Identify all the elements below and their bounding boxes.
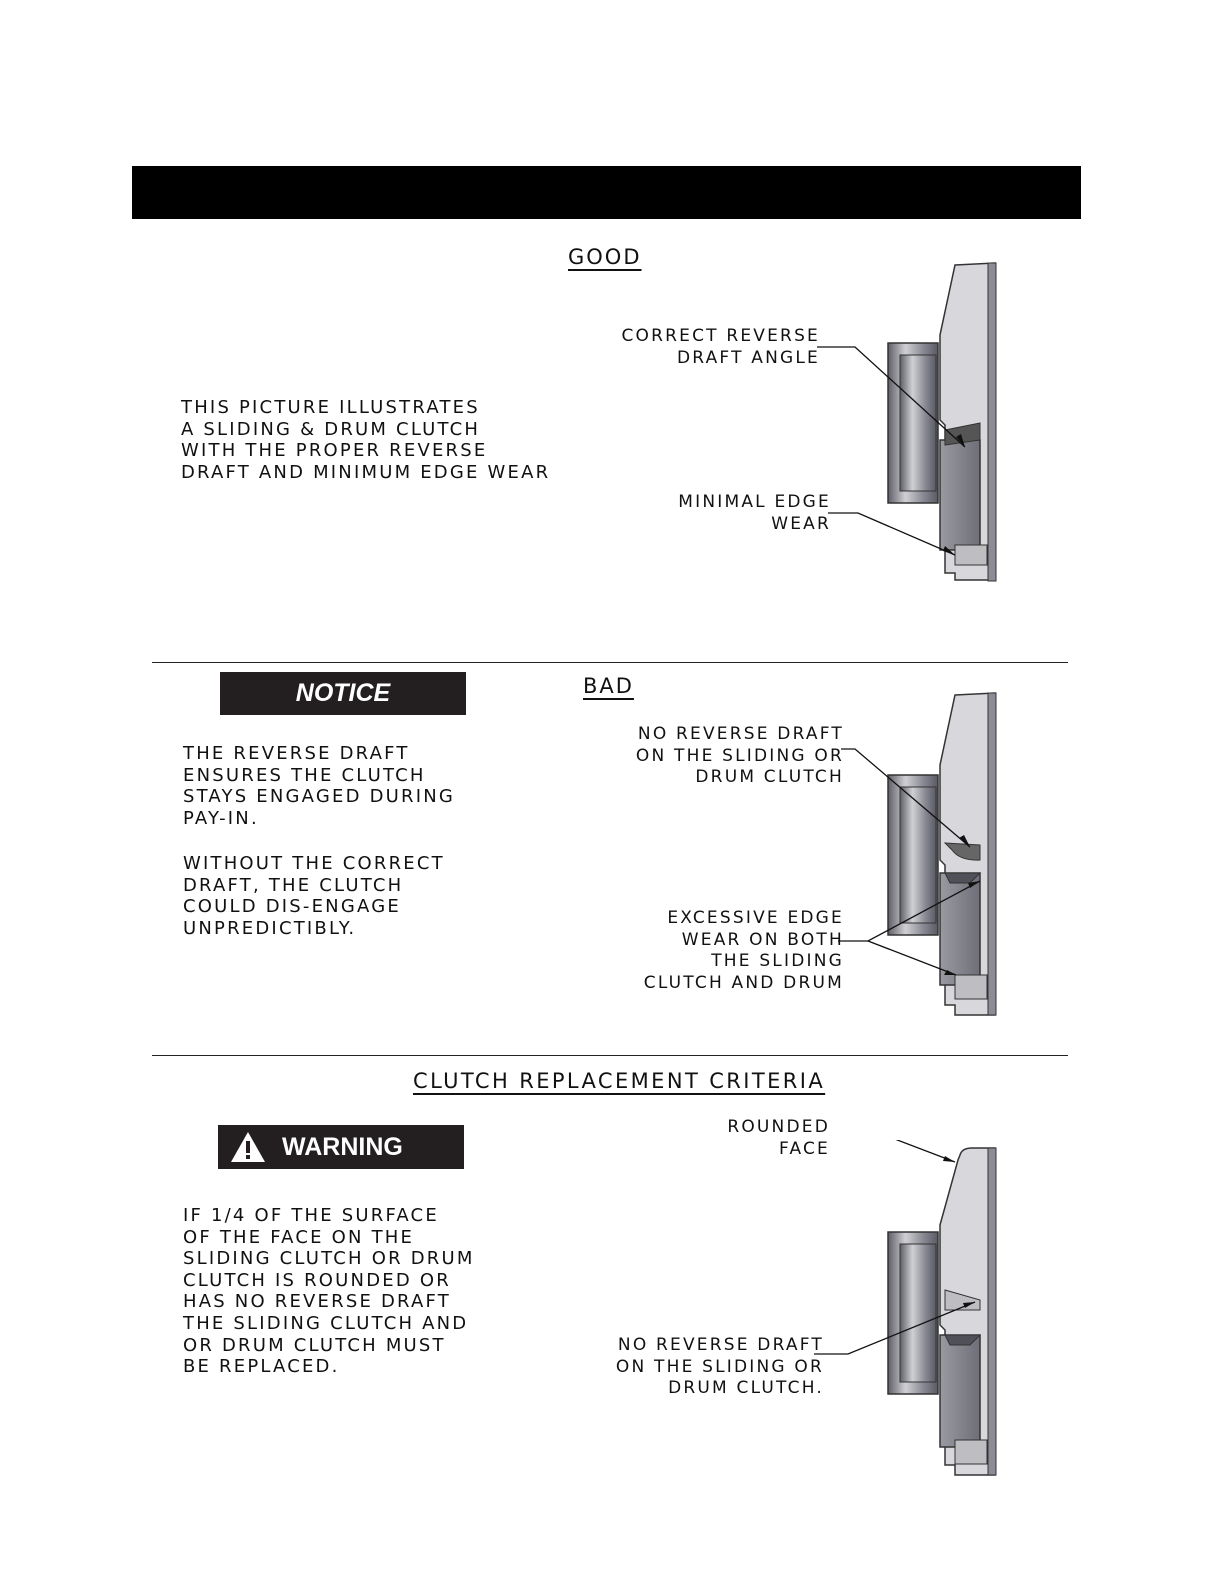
callout-correct-reverse-draft: CORRECT REVERSE DRAFT ANGLE — [621, 326, 820, 368]
warning-label — [218, 1125, 464, 1169]
bad-description-2: WITHOUT THE CORRECT DRAFT, THE CLUTCH COULD DIS-ENGAGE UNPREDICTIBLY. — [183, 853, 445, 939]
callout-no-reverse-draft-replace: NO REVERSE DRAFT ON THE SLIDING OR DRUM CLUTCH. — [615, 1335, 824, 1399]
bad-heading: BAD — [583, 674, 634, 698]
clutch-drawing-replacement — [600, 1140, 1020, 1480]
callout-minimal-edge-wear: MINIMAL EDGE WEAR — [678, 492, 831, 534]
replacement-heading: CLUTCH REPLACEMENT CRITERIA — [413, 1069, 826, 1093]
clutch-drawing-bad — [600, 685, 1020, 1025]
notice-label: NOTICE — [220, 672, 466, 715]
replacement-description: IF 1/4 OF THE SURFACE OF THE FACE ON THE SLIDING CLUTCH OR DRUM CLUTCH IS ROUNDED OR HAS NO REVERSE DRAFT THE SLIDING CLUTCH AND OR DRUM CLUTCH MUST BE REPLACED. — [183, 1205, 475, 1378]
section-divider-2 — [152, 1055, 1068, 1056]
good-heading: GOOD — [568, 245, 642, 269]
section-divider-1 — [152, 662, 1068, 663]
bad-description-1: THE REVERSE DRAFT ENSURES THE CLUTCH STAYS ENGAGED DURING PAY-IN. — [183, 743, 456, 829]
clutch-drawing-good — [600, 255, 1020, 595]
callout-no-reverse-draft: NO REVERSE DRAFT ON THE SLIDING OR DRUM CLUTCH — [635, 724, 844, 788]
warning-triangle-icon — [230, 1131, 266, 1163]
good-description: THIS PICTURE ILLUSTRATES A SLIDING & DRUM CLUTCH WITH THE PROPER REVERSE DRAFT AND MINIMUM EDGE WEAR — [181, 397, 551, 483]
header-bar — [132, 166, 1081, 219]
warning-text: WARNING — [282, 1132, 403, 1161]
callout-rounded-face: ROUNDED FACE — [727, 1117, 830, 1159]
callout-excessive-edge-wear: EXCESSIVE EDGE WEAR ON BOTH THE SLIDING CLUTCH AND DRUM — [643, 908, 844, 993]
